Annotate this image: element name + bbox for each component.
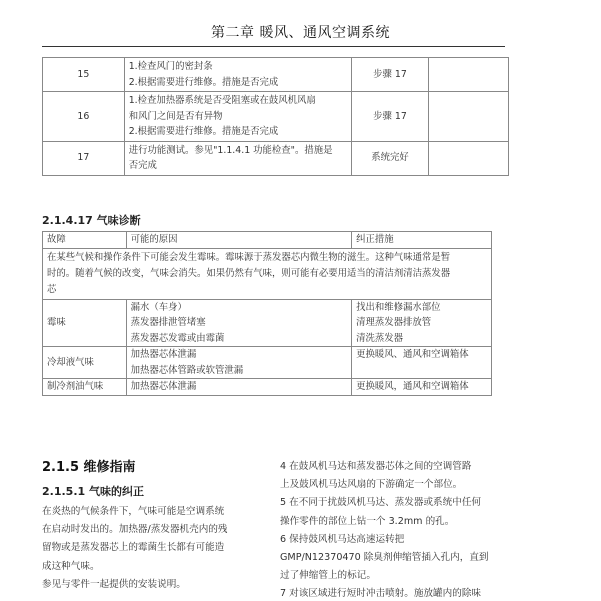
cause-cell [126, 347, 351, 379]
body-line: 7 对该区域进行短时冲击喷射。施放罐内的除味 [280, 588, 482, 600]
fix-cell [352, 299, 492, 347]
cause-cell [126, 379, 351, 396]
fix-line: 清洗蒸发器 [356, 332, 403, 344]
body-line: GMP/N12370470 除臭剂伸缩管插入孔内，直到 [280, 552, 489, 564]
step-number: 15 [43, 58, 125, 92]
step-action-line: 和风门之间是否有异物 [128, 110, 223, 122]
step-action-line: 2.根据需要进行维修。措施是否完成 [128, 76, 279, 88]
cause-line: 蒸发器芯发霉或由霉菌 [130, 332, 225, 344]
step-extra [429, 58, 509, 92]
odor-note-line: 时的。随着气候的改变，气味会消失。如果仍然有气味，则可能有必要用适当的清洁剂清洁蒸发器 [47, 267, 451, 279]
body-line: 留物或是蒸发器芯上的霉菌生长都有可能造 [42, 542, 225, 554]
table-note-row [43, 248, 492, 299]
step-action [124, 92, 351, 142]
step-number: 17 [43, 141, 125, 175]
step-action-line: 1.检查加热器系统是否受阻塞或在鼓风机风扇 [128, 95, 316, 106]
cause-line: 漏水（车身） [130, 301, 187, 313]
step-result: 步骤 17 [351, 58, 429, 92]
steps-table [42, 57, 509, 176]
step-action-line: 2.根据需要进行维修。措施是否完成 [128, 126, 279, 137]
heading-repair-guide: 2.1.5 维修指南 [42, 460, 136, 475]
table-row [43, 347, 492, 379]
body-line: 在启动时发出的。加热器/蒸发器机壳内的残 [42, 524, 228, 536]
cause-cell [126, 299, 351, 347]
step-action [124, 58, 351, 92]
heading-odor-correction: 2.1.5.1 气味的纠正 [42, 485, 144, 498]
body-line: 过了伸缩管上的标记。 [280, 570, 376, 582]
header-divider [42, 46, 505, 47]
step-result: 系统完好 [351, 141, 429, 175]
header-cause: 可能的原因 [126, 232, 351, 249]
table-row [43, 58, 509, 92]
cause-line: 加热器芯体管路或软管泄漏 [130, 364, 244, 376]
fix-line: 清理蒸发器排放管 [356, 317, 432, 328]
step-extra [429, 92, 509, 142]
body-line: 4 在鼓风机马达和蒸发器芯体之间的空调管路 [280, 461, 472, 472]
table-header-row [43, 232, 492, 249]
fix-line: 更换暖风、通风和空调箱体 [356, 349, 469, 360]
right-body-text [280, 458, 512, 601]
chapter-title: 第二章 暖风、通风空调系统 [211, 25, 390, 41]
left-body-text [42, 503, 250, 594]
body-line: 上及鼓风机马达风扇的下游确定一个部位。 [280, 479, 463, 491]
section-title: 2.1.4.17 气味诊断 [42, 214, 141, 227]
step-result: 步骤 17 [351, 92, 429, 142]
table-row [43, 141, 509, 175]
header-fix: 纠正措施 [352, 232, 492, 249]
odor-note [43, 248, 492, 299]
odor-note-line: 芯 [47, 283, 57, 295]
fault-cell: 冷却液气味 [43, 347, 127, 379]
table-row [43, 299, 492, 347]
body-line: 操作零件的部位上钻一个 3.2mm 的孔。 [280, 515, 455, 527]
body-line: 5 在不同于扰鼓风机马达、蒸发器或系统中任何 [280, 497, 482, 509]
cause-line: 加热器芯体泄漏 [130, 381, 197, 392]
cause-line: 加热器芯体泄漏 [130, 349, 197, 360]
fix-cell [352, 347, 492, 379]
odor-note-line: 在某些气候和操作条件下可能会发生霉味。霉味源于蒸发器芯内微生物的滋生。这种气味通常是暂 [47, 251, 451, 263]
left-column [42, 458, 250, 594]
step-action-line: 1.检查风门的密封条 [128, 61, 213, 72]
fix-line: 找出和维修漏水部位 [356, 301, 441, 313]
fault-cell: 霉味 [43, 299, 127, 347]
step-extra [429, 141, 509, 175]
body-line: 成这种气味。 [42, 560, 100, 572]
step-action [124, 141, 351, 175]
step-action-line: 进行功能测试。参见"1.1.4.1 功能检查"。措施是 [128, 144, 333, 156]
cause-line: 蒸发器排泄管堵塞 [130, 317, 206, 328]
table-row [43, 92, 509, 142]
header-fault: 故障 [43, 232, 127, 249]
fault-cell: 制冷剂油气味 [43, 379, 127, 396]
table-row [43, 379, 492, 396]
body-line: 在炎热的气候条件下，气味可能是空调系统 [42, 506, 225, 517]
fix-line: 更换暖风，通风和空调箱体 [356, 381, 469, 392]
fix-cell [352, 379, 492, 396]
body-line: 6 保持鼓风机马达高速运转把 [280, 533, 405, 545]
step-number: 16 [43, 92, 125, 142]
body-line: 参见与零件一起提供的安装说明。 [42, 578, 186, 590]
right-column [280, 458, 512, 601]
step-action-line: 否完成 [128, 160, 157, 171]
odor-diagnosis-table [42, 231, 492, 396]
